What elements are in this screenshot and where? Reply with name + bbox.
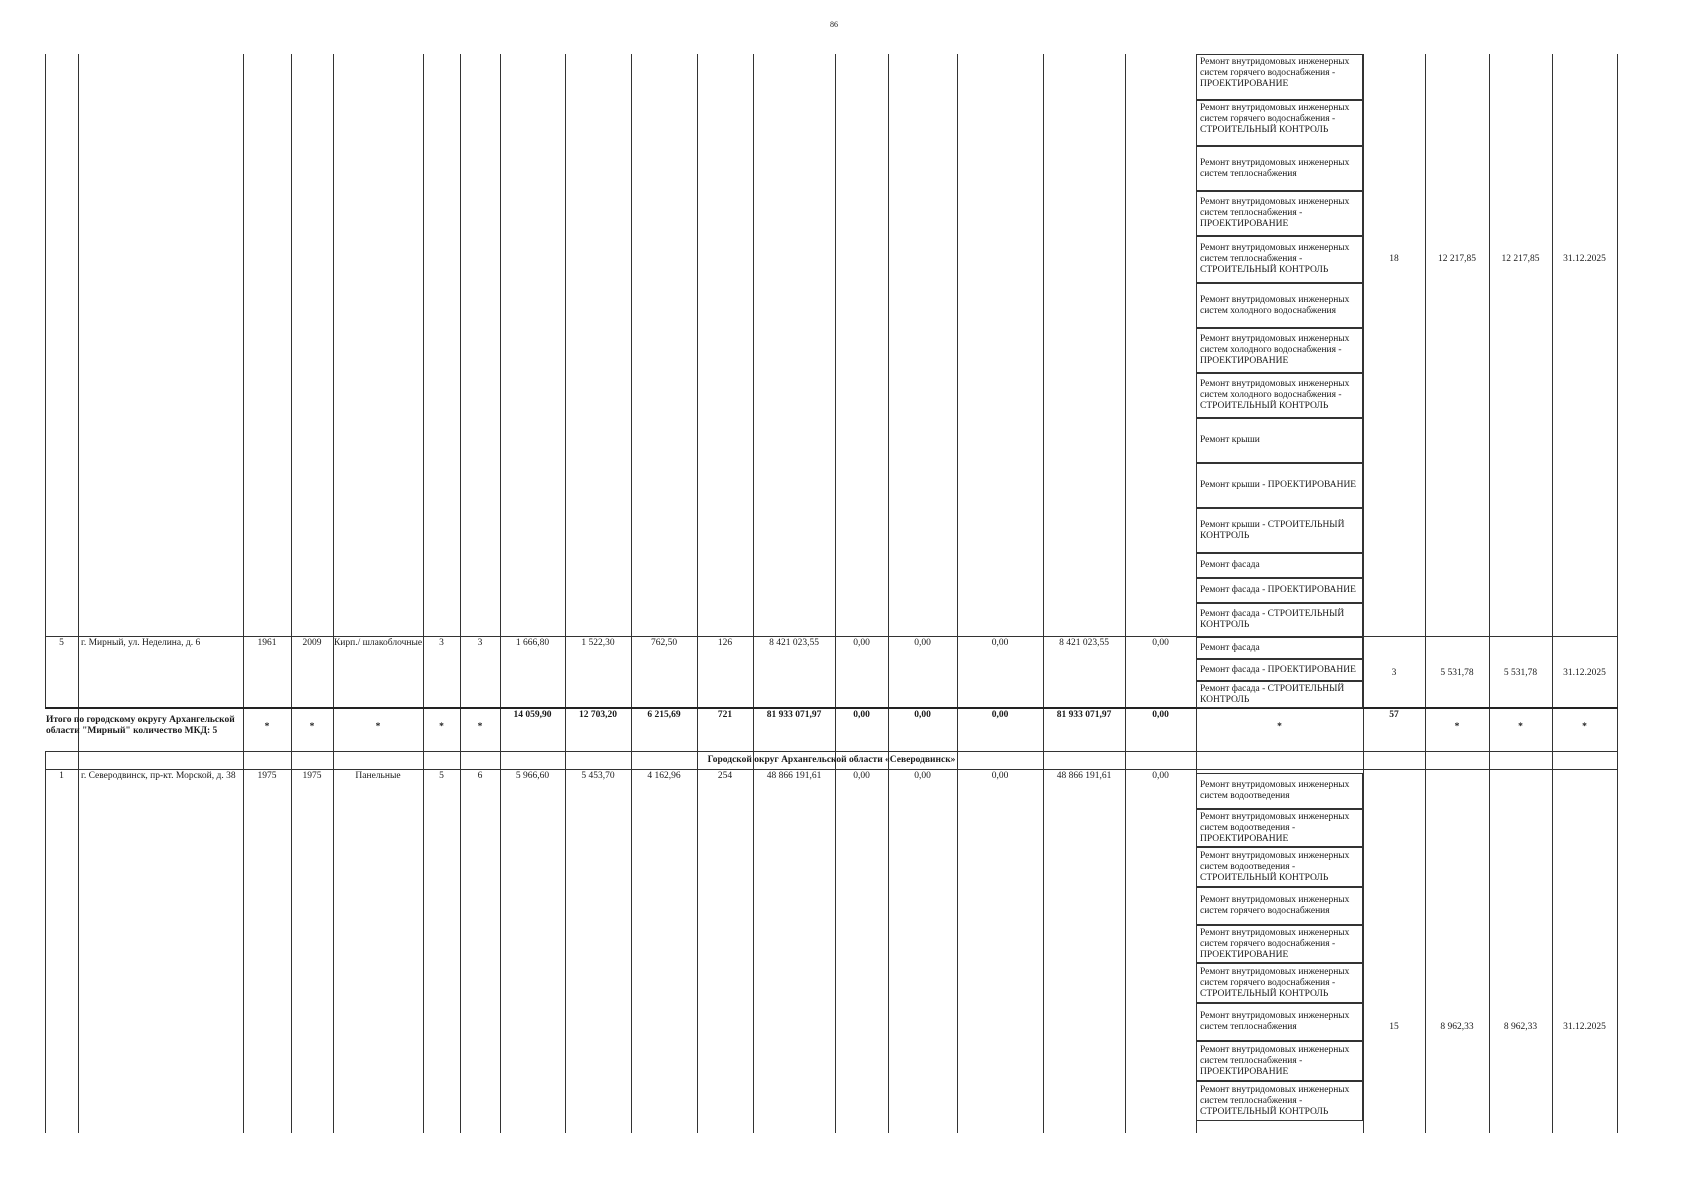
work-item: Ремонт фасада - ПРОЕКТИРОВАНИЕ xyxy=(1196,659,1363,681)
grid-line xyxy=(500,54,501,1133)
fund-1: 0,00 xyxy=(853,771,870,781)
works-count: 18 xyxy=(1389,254,1399,264)
total-other: 0,00 xyxy=(1152,710,1169,720)
work-item: Ремонт фасада xyxy=(1196,637,1363,659)
total-area-owned: 6 215,69 xyxy=(647,710,681,720)
address: г. Мирный, ул. Неделина, д. 6 xyxy=(81,638,201,648)
total-fund-1: 0,00 xyxy=(853,710,870,720)
work-item: Ремонт внутридомовых инженерных систем горячего водоснабжения - СТРОИТЕЛЬНЫЙ КОНТРОЛЬ xyxy=(1196,963,1363,1003)
cost-per-sqm: 5 531,78 xyxy=(1440,668,1474,678)
total-fund-2: 0,00 xyxy=(914,710,931,720)
area-living: 5 453,70 xyxy=(581,771,615,781)
area-total: 1 666,80 xyxy=(515,638,550,648)
work-item: Ремонт фасада - ПРОЕКТИРОВАНИЕ xyxy=(1196,578,1363,603)
year-repair: 1975 xyxy=(302,771,322,781)
residents: 254 xyxy=(717,771,733,781)
total-star: * xyxy=(1454,722,1460,732)
grid-line xyxy=(45,54,46,708)
grid-line xyxy=(888,54,889,1133)
total-star: * xyxy=(1518,722,1523,732)
area-owned: 762,50 xyxy=(650,638,678,648)
works-count: 15 xyxy=(1389,1022,1399,1032)
grid-line xyxy=(753,54,754,1133)
total-star: * xyxy=(375,722,381,732)
work-item: Ремонт внутридомовых инженерных систем холодного водоснабжения xyxy=(1196,283,1363,328)
address: г. Северодвинск, пр-кт. Морской, д. 38 xyxy=(81,771,236,781)
grid-line xyxy=(957,54,958,1133)
cost-total: 48 866 191,61 xyxy=(766,771,822,781)
grid-line xyxy=(631,54,632,1133)
grid-line xyxy=(243,54,244,1133)
grid-line xyxy=(1617,54,1618,1133)
work-item: Ремонт внутридомовых инженерных систем горячего водоснабжения - ПРОЕКТИРОВАНИЕ xyxy=(1196,925,1363,963)
row-divider xyxy=(45,636,1618,637)
work-item: Ремонт внутридомовых инженерных систем теплоснабжения - ПРОЕКТИРОВАНИЕ xyxy=(1196,191,1363,236)
work-item: Ремонт крыши xyxy=(1196,418,1363,463)
fund-3: 0,00 xyxy=(991,771,1009,781)
fund-2: 0,00 xyxy=(914,771,931,781)
cost-limit: 12 217,85 xyxy=(1501,254,1540,264)
total-star: * xyxy=(439,722,444,732)
total-area-living: 12 703,20 xyxy=(579,710,617,720)
total-star: * xyxy=(264,722,270,732)
total-count: 57 xyxy=(1389,710,1399,720)
grid-line xyxy=(1489,54,1490,1133)
owners-funds: 48 866 191,61 xyxy=(1056,771,1112,781)
capital-repair-table xyxy=(45,54,1618,1133)
area-total: 5 966,60 xyxy=(515,771,550,781)
total-label: Итого по городскому округу Архангельской области "Мирный" количество МКД: 5 xyxy=(46,715,235,736)
grid-line xyxy=(697,54,698,1133)
work-item: Ремонт фасада - СТРОИТЕЛЬНЫЙ КОНТРОЛЬ xyxy=(1196,681,1363,708)
total-cost: 81 933 071,97 xyxy=(766,710,822,720)
other-funds: 0,00 xyxy=(1152,638,1169,648)
grid-line xyxy=(565,54,566,1133)
fund-3: 0,00 xyxy=(991,638,1009,648)
work-item: Ремонт внутридомовых инженерных систем водоотведения xyxy=(1196,773,1363,809)
work-item: Ремонт внутридомовых инженерных систем теплоснабжения - СТРОИТЕЛЬНЫЙ КОНТРОЛЬ xyxy=(1196,236,1363,283)
grid-line xyxy=(835,54,836,1133)
grid-line xyxy=(1363,54,1364,1133)
grid-line xyxy=(1552,54,1553,1133)
wall-material: Кирп./ шлакоблочные xyxy=(333,638,423,648)
grid-line xyxy=(1425,54,1426,1133)
year-built: 1975 xyxy=(257,771,277,781)
row-divider xyxy=(45,769,1618,770)
deadline-date: 31.12.2025 xyxy=(1563,254,1606,264)
page-number: 86 xyxy=(830,20,838,29)
works-count: 3 xyxy=(1391,668,1397,678)
grid-line xyxy=(333,54,334,1133)
work-item: Ремонт внутридомовых инженерных систем горячего водоснабжения - СТРОИТЕЛЬНЫЙ КОНТРОЛЬ xyxy=(1196,100,1363,146)
entrances: 6 xyxy=(477,771,483,781)
work-item: Ремонт внутридомовых инженерных систем водоотведения - СТРОИТЕЛЬНЫЙ КОНТРОЛЬ xyxy=(1196,847,1363,887)
work-item: Ремонт крыши - СТРОИТЕЛЬНЫЙ КОНТРОЛЬ xyxy=(1196,508,1363,553)
wall-material: Панельные xyxy=(355,771,401,781)
grid-line xyxy=(460,54,461,1133)
work-item: Ремонт внутридомовых инженерных систем теплоснабжения - СТРОИТЕЛЬНЫЙ КОНТРОЛЬ xyxy=(1196,1081,1363,1121)
work-item: Ремонт внутридомовых инженерных систем холодного водоснабжения - СТРОИТЕЛЬНЫЙ КОНТРОЛЬ xyxy=(1196,373,1363,418)
total-owners: 81 933 071,97 xyxy=(1056,710,1112,720)
total-star: * xyxy=(309,722,315,732)
total-star: * xyxy=(477,722,483,732)
total-star: * xyxy=(1277,722,1282,732)
cost-limit: 5 531,78 xyxy=(1503,668,1538,678)
grid-line xyxy=(45,751,46,1133)
area-living: 1 522,30 xyxy=(581,638,615,648)
total-star: * xyxy=(1582,722,1587,732)
grid-line xyxy=(291,54,292,1133)
cost-limit: 8 962,33 xyxy=(1503,1022,1538,1032)
year-repair: 2009 xyxy=(302,638,322,648)
work-item: Ремонт внутридомовых инженерных систем водоотведения - ПРОЕКТИРОВАНИЕ xyxy=(1196,809,1363,847)
row-divider xyxy=(45,751,1618,752)
entrances: 3 xyxy=(477,638,483,648)
work-item: Ремонт крыши - ПРОЕКТИРОВАНИЕ xyxy=(1196,463,1363,508)
fund-1: 0,00 xyxy=(853,638,870,648)
work-item: Ремонт внутридомовых инженерных систем теплоснабжения xyxy=(1196,1003,1363,1041)
deadline-date: 31.12.2025 xyxy=(1563,668,1606,678)
cost-per-sqm: 8 962,33 xyxy=(1440,1022,1474,1032)
work-item: Ремонт фасада - СТРОИТЕЛЬНЫЙ КОНТРОЛЬ xyxy=(1196,603,1363,637)
work-item: Ремонт внутридомовых инженерных систем горячего водоснабжения xyxy=(1196,887,1363,925)
work-item: Ремонт фасада xyxy=(1196,553,1363,578)
row-number: 1 xyxy=(59,771,64,781)
grid-line xyxy=(1125,54,1126,1133)
floors: 3 xyxy=(439,638,444,648)
grid-line xyxy=(1043,54,1044,1133)
other-funds: 0,00 xyxy=(1152,771,1169,781)
work-item: Ремонт внутридомовых инженерных систем холодного водоснабжения - ПРОЕКТИРОВАНИЕ xyxy=(1196,328,1363,373)
work-item: Ремонт внутридомовых инженерных систем теплоснабжения xyxy=(1196,146,1363,191)
work-item: Ремонт внутридомовых инженерных систем теплоснабжения - ПРОЕКТИРОВАНИЕ xyxy=(1196,1041,1363,1081)
area-owned: 4 162,96 xyxy=(647,771,681,781)
cost-per-sqm: 12 217,85 xyxy=(1438,254,1476,264)
grid-line xyxy=(423,54,424,1133)
total-fund-3: 0,00 xyxy=(991,710,1009,720)
total-residents: 721 xyxy=(717,710,733,720)
cost-total: 8 421 023,55 xyxy=(769,638,819,648)
owners-funds: 8 421 023,55 xyxy=(1059,638,1109,648)
row-number: 5 xyxy=(59,638,64,648)
work-item: Ремонт внутридомовых инженерных систем горячего водоснабжения - ПРОЕКТИРОВАНИЕ xyxy=(1196,54,1363,100)
deadline-date: 31.12.2025 xyxy=(1563,1022,1606,1032)
year-built: 1961 xyxy=(257,638,277,648)
section-title: Городской округ Архангельской области «Северодвинск» xyxy=(707,755,956,765)
residents: 126 xyxy=(717,638,733,648)
row-divider xyxy=(45,707,1618,709)
total-area-total: 14 059,90 xyxy=(513,710,552,720)
grid-line xyxy=(78,54,79,1133)
fund-2: 0,00 xyxy=(914,638,931,648)
floors: 5 xyxy=(439,771,444,781)
